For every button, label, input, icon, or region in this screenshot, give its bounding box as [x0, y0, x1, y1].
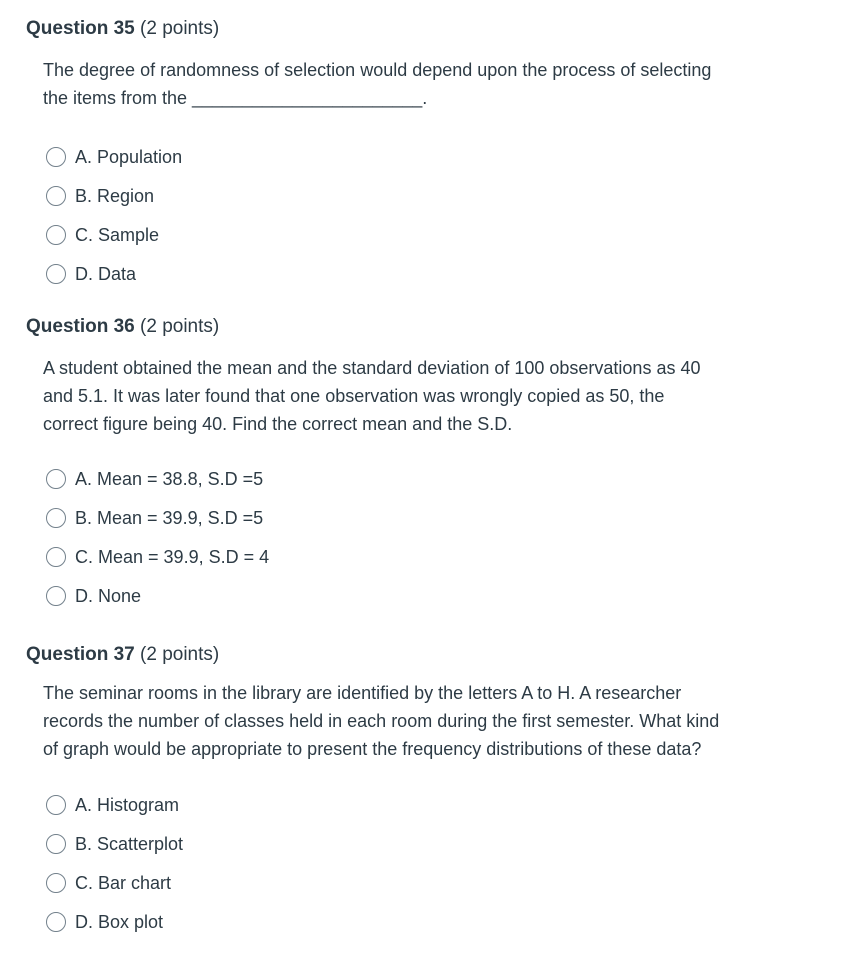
answer-option-label[interactable]: C. Mean = 39.9, S.D = 4	[75, 546, 270, 567]
radio-button[interactable]	[46, 508, 66, 528]
question-title: Question 36	[26, 316, 135, 337]
radio-button[interactable]	[46, 469, 66, 489]
question-text: The seminar rooms in the library are identified by the letters A to H. A researcher records the number of classes held in each room during the first semester. What kind of graph would be appropriate to present the frequency distributions of these data?	[43, 683, 720, 759]
question-points: (2 points)	[140, 316, 220, 337]
answer-option-d[interactable]	[46, 902, 826, 941]
question-35	[26, 17, 826, 293]
answer-option-label[interactable]: D. Box plot	[75, 911, 164, 932]
answer-option-a[interactable]	[46, 137, 826, 176]
answer-option-label[interactable]: C. Sample	[75, 224, 160, 245]
radio-button[interactable]	[46, 225, 66, 245]
radio-button[interactable]	[46, 834, 66, 854]
answer-options	[46, 137, 826, 293]
question-title: Question 35	[26, 18, 135, 39]
question-header	[26, 643, 826, 667]
question-text: The degree of randomness of selection would depend upon the process of selecting the items from the _______________________.	[43, 60, 712, 108]
answer-option-label[interactable]: A. Population	[75, 146, 183, 167]
radio-button[interactable]	[46, 186, 66, 206]
radio-button[interactable]	[46, 147, 66, 167]
answer-option-label[interactable]: A. Histogram	[75, 794, 180, 815]
answer-option-c[interactable]	[46, 537, 826, 576]
answer-option-label[interactable]: C. Bar chart	[75, 872, 172, 893]
question-37	[26, 643, 826, 941]
answer-option-a[interactable]	[46, 785, 826, 824]
question-points: (2 points)	[140, 644, 220, 665]
radio-button[interactable]	[46, 795, 66, 815]
answer-option-label[interactable]: B. Region	[75, 185, 155, 206]
answer-option-d[interactable]	[46, 254, 826, 293]
radio-button[interactable]	[46, 912, 66, 932]
question-points: (2 points)	[140, 18, 220, 39]
answer-option-b[interactable]	[46, 824, 826, 863]
radio-button[interactable]	[46, 264, 66, 284]
answer-option-label[interactable]: A. Mean = 38.8, S.D =5	[75, 468, 264, 489]
answer-option-b[interactable]	[46, 176, 826, 215]
answer-option-label[interactable]: B. Mean = 39.9, S.D =5	[75, 507, 264, 528]
answer-option-c[interactable]	[46, 863, 826, 902]
answer-options	[46, 785, 826, 941]
answer-options	[46, 459, 826, 615]
question-header	[26, 315, 826, 339]
question-header	[26, 17, 826, 41]
radio-button[interactable]	[46, 586, 66, 606]
question-36	[26, 315, 826, 615]
answer-option-label[interactable]: D. Data	[75, 263, 137, 284]
answer-option-label[interactable]: D. None	[75, 585, 142, 606]
question-title: Question 37	[26, 644, 135, 665]
answer-option-a[interactable]	[46, 459, 826, 498]
radio-button[interactable]	[46, 873, 66, 893]
answer-option-label[interactable]: B. Scatterplot	[75, 833, 184, 854]
question-text: A student obtained the mean and the standard deviation of 100 observations as 40 and 5.1. It was later found that one observation was wrongly copied as 50, the correct figure being 40. Find the correct mean and the S.D.	[43, 358, 701, 434]
answer-option-b[interactable]	[46, 498, 826, 537]
answer-option-c[interactable]	[46, 215, 826, 254]
radio-button[interactable]	[46, 547, 66, 567]
answer-option-d[interactable]	[46, 576, 826, 615]
